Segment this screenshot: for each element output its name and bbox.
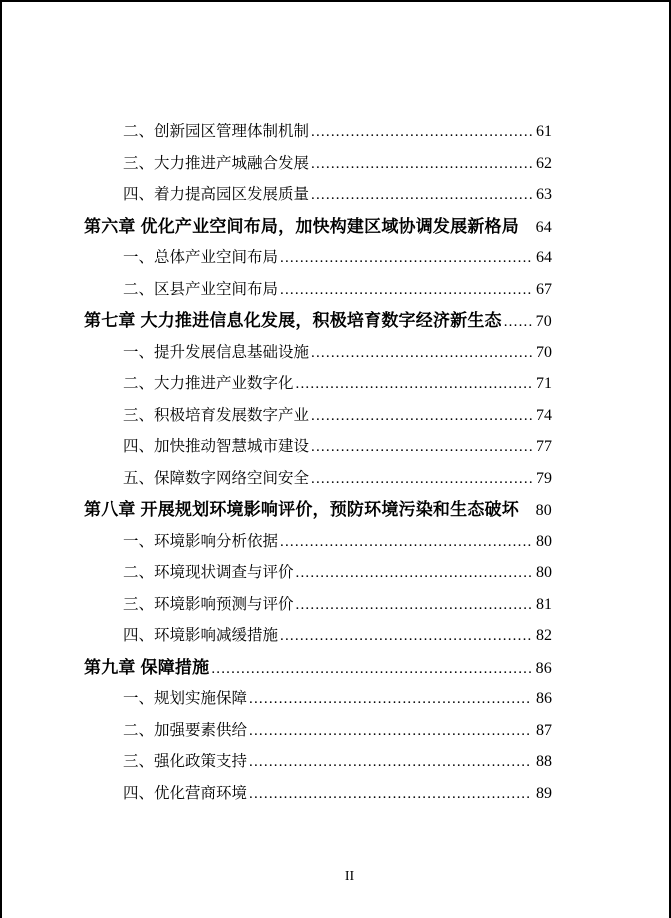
toc-entry-page-number: 80 — [535, 502, 552, 519]
toc-entry-page-number: 81 — [536, 595, 552, 613]
toc-sub-entry — [84, 431, 552, 463]
dot-leader — [296, 590, 532, 622]
toc-sub-entry — [84, 242, 552, 274]
toc-entry-page-number: 70 — [535, 313, 552, 330]
toc-entry-page-number: 70 — [536, 343, 552, 361]
toc-entry-page-number: 64 — [535, 218, 552, 236]
toc-entry-page-number: 87 — [536, 721, 552, 739]
dot-leader — [311, 180, 532, 212]
toc-chapter-entry — [84, 652, 552, 684]
toc-sub-entry — [84, 337, 552, 369]
toc-entry-page-number: 67 — [536, 280, 552, 298]
dot-leader — [311, 149, 532, 181]
toc-sub-entry — [84, 778, 552, 810]
toc-entry-page-number: 88 — [536, 753, 552, 770]
toc-entry-title: 五、保障数字网络空间安全 — [123, 469, 310, 487]
dot-leader — [280, 621, 532, 653]
toc-entry-title: 第八章 开展规划环境影响评价，预防环境污染和生态破坏 — [84, 500, 519, 519]
dot-leader — [280, 243, 532, 275]
toc-sub-entry — [84, 463, 552, 495]
toc-entry-title: 三、积极培育发展数字产业 — [123, 406, 310, 424]
toc-sub-entry — [84, 557, 552, 589]
toc-sub-entry — [84, 368, 552, 400]
toc-entry-title: 第七章 大力推进信息化发展，积极培育数字经济新生态 — [84, 311, 502, 330]
page-number-footer: II — [344, 869, 355, 884]
dot-leader — [296, 369, 532, 401]
toc-entry-title: 一、环境影响分析依据 — [123, 532, 279, 550]
toc-sub-entry — [84, 148, 552, 180]
toc-entry-title: 二、加强要素供给 — [123, 721, 248, 739]
toc-entry-page-number: 86 — [536, 690, 552, 707]
toc-entry-title: 二、区县产业空间布局 — [123, 280, 279, 298]
toc-chapter-entry — [84, 211, 552, 243]
toc-entry-title: 四、优化营商环境 — [123, 784, 248, 802]
toc-chapter-entry — [84, 494, 552, 526]
toc-sub-entry — [84, 715, 552, 747]
toc-sub-entry — [84, 116, 552, 148]
toc-entry-title: 四、加快推动智慧城市建设 — [123, 438, 310, 455]
toc-sub-entry — [84, 526, 552, 558]
toc-entry-title: 一、提升发展信息基础设施 — [123, 343, 310, 361]
dot-leader — [311, 117, 532, 149]
toc-entry-page-number: 82 — [536, 627, 552, 644]
toc-entry-page-number: 77 — [536, 438, 552, 455]
toc-sub-entry — [84, 589, 552, 621]
toc-entry-title: 二、创新园区管理体制机制 — [123, 123, 310, 140]
dot-leader — [504, 307, 532, 339]
toc-entry-title: 二、环境现状调查与评价 — [123, 564, 294, 581]
dot-leader — [249, 716, 532, 748]
dot-leader — [280, 527, 532, 559]
dot-leader — [296, 558, 532, 590]
toc-entry-title: 第六章 优化产业空间布局，加快构建区域协调发展新格局 — [84, 216, 519, 236]
toc-entry-page-number: 86 — [535, 659, 552, 677]
toc-entry-title: 四、着力提高园区发展质量 — [123, 186, 310, 203]
toc-sub-entry — [84, 746, 552, 778]
toc-entry-title: 四、环境影响减缓措施 — [123, 627, 279, 644]
toc-entry-page-number: 80 — [536, 532, 552, 550]
toc-entry-page-number: 74 — [536, 406, 552, 424]
table-of-contents — [84, 116, 552, 809]
dot-leader — [211, 654, 531, 686]
dot-leader — [249, 684, 532, 716]
toc-entry-title: 二、大力推进产业数字化 — [123, 375, 294, 392]
toc-entry-page-number: 79 — [536, 469, 552, 487]
toc-entry-page-number: 62 — [536, 154, 552, 172]
toc-sub-entry — [84, 620, 552, 652]
toc-entry-title: 三、强化政策支持 — [123, 753, 248, 770]
toc-entry-page-number: 80 — [536, 564, 552, 581]
toc-entry-page-number: 63 — [536, 186, 552, 203]
toc-sub-entry — [84, 683, 552, 715]
toc-sub-entry — [84, 400, 552, 432]
dot-leader — [311, 432, 532, 464]
dot-leader — [280, 275, 532, 307]
dot-leader — [311, 401, 532, 433]
dot-leader — [311, 338, 532, 370]
toc-entry-page-number: 71 — [536, 375, 552, 392]
toc-chapter-entry — [84, 305, 552, 337]
toc-entry-title: 一、规划实施保障 — [123, 690, 248, 707]
dot-leader — [311, 464, 532, 496]
toc-entry-title: 一、总体产业空间布局 — [123, 249, 279, 266]
toc-entry-page-number: 64 — [536, 249, 552, 266]
toc-entry-title: 三、环境影响预测与评价 — [123, 595, 294, 613]
toc-entry-page-number: 89 — [536, 784, 552, 802]
dot-leader — [249, 779, 532, 811]
dot-leader — [249, 747, 532, 779]
toc-sub-entry — [84, 179, 552, 211]
toc-entry-page-number: 61 — [536, 123, 552, 140]
toc-entry-title: 三、大力推进产城融合发展 — [123, 154, 310, 172]
toc-sub-entry — [84, 274, 552, 306]
toc-entry-title: 第九章 保障措施 — [84, 657, 210, 677]
